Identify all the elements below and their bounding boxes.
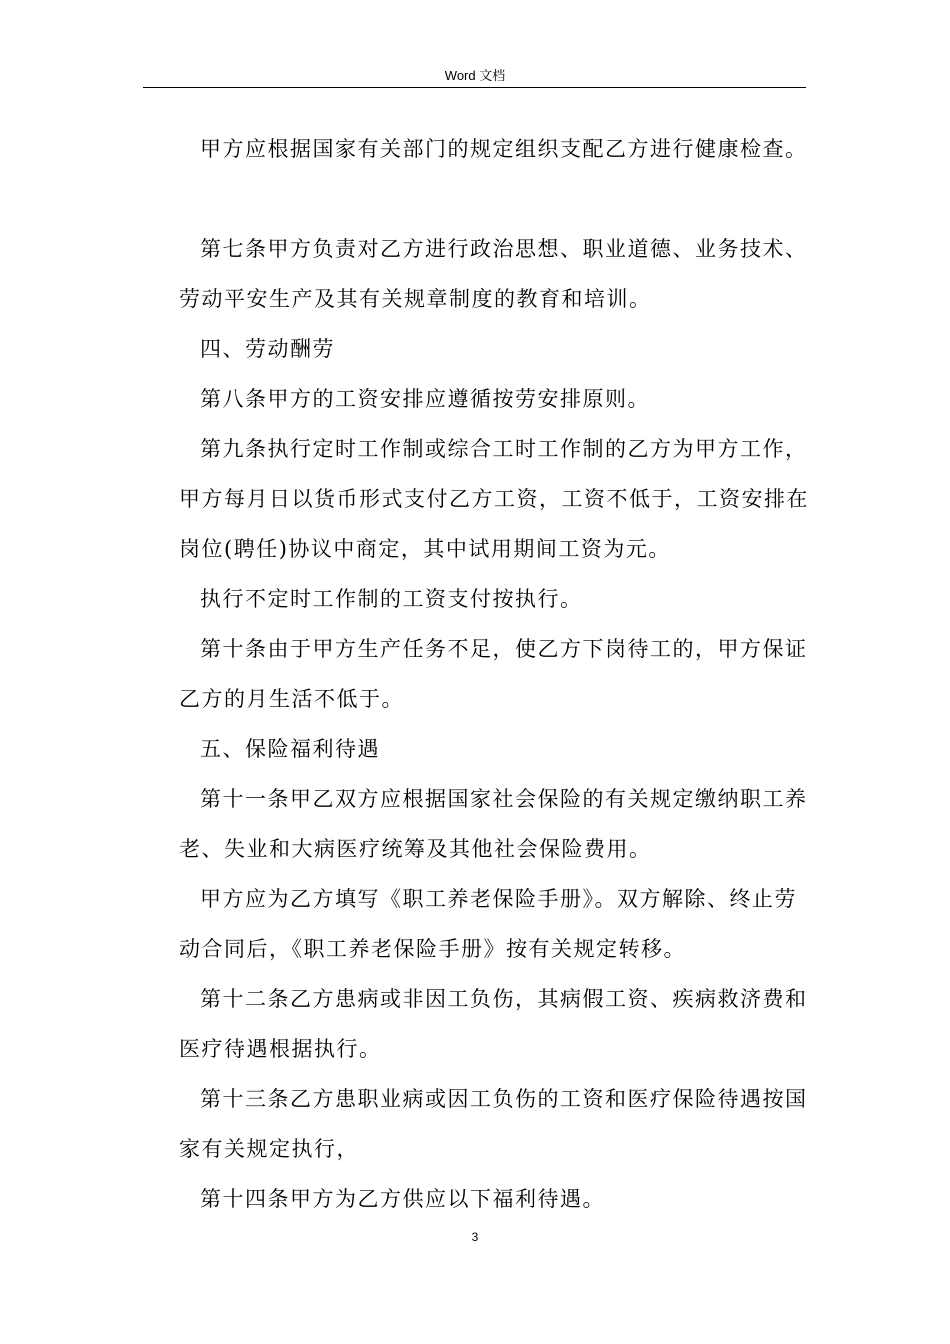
paragraph-line: 劳动平安生产及其有关规章制度的教育和培训。 bbox=[179, 287, 652, 311]
paragraph-line: 家有关规定执行， bbox=[179, 1137, 359, 1161]
paragraph-line: 第十一条甲乙双方应根据国家社会保险的有关规定缴纳职工养 bbox=[200, 787, 808, 811]
section-heading: 五、保险福利待遇 bbox=[200, 737, 380, 761]
paragraph-line: 第八条甲方的工资安排应遵循按劳安排原则。 bbox=[200, 387, 650, 411]
paragraph-line: 岗位(聘任)协议中商定，其中试用期间工资为元。 bbox=[179, 537, 671, 561]
paragraph-line: 第七条甲方负责对乙方进行政治思想、职业道德、业务技术、 bbox=[200, 237, 808, 261]
paragraph-line: 动合同后，《职工养老保险手册》按有关规定转移。 bbox=[179, 937, 686, 961]
paragraph-line: 甲方应为乙方填写《职工养老保险手册》。双方解除、终止劳 bbox=[200, 887, 797, 911]
paragraph-line: 甲方应根据国家有关部门的规定组织支配乙方进行健康检查。 bbox=[200, 137, 808, 161]
paragraph-line: 第十条由于甲方生产任务不足，使乙方下岗待工的，甲方保证 bbox=[200, 637, 808, 661]
paragraph-line: 甲方每月日以货币形式支付乙方工资，工资不低于，工资安排在 bbox=[179, 487, 809, 511]
paragraph-line: 第十四条甲方为乙方供应以下福利待遇。 bbox=[200, 1187, 605, 1211]
paragraph-line: 老、失业和大病医疗统筹及其他社会保险费用。 bbox=[179, 837, 652, 861]
paragraph-line: 第十三条乙方患职业病或因工负伤的工资和医疗保险待遇按国 bbox=[200, 1087, 808, 1111]
paragraph-line: 第十二条乙方患病或非因工负伤，其病假工资、疾病救济费和 bbox=[200, 987, 808, 1011]
paragraph-line: 乙方的月生活不低于。 bbox=[179, 687, 404, 711]
header-divider bbox=[143, 87, 806, 88]
paragraph-line: 医疗待遇根据执行。 bbox=[179, 1037, 382, 1061]
section-heading: 四、劳动酬劳 bbox=[200, 337, 335, 361]
paragraph-line: 执行不定时工作制的工资支付按执行。 bbox=[200, 587, 583, 611]
page-number: 3 bbox=[471, 1230, 479, 1244]
paragraph-line: 第九条执行定时工作制或综合工时工作制的乙方为甲方工作， bbox=[200, 437, 808, 461]
header-title: Word 文档 bbox=[444, 68, 506, 83]
